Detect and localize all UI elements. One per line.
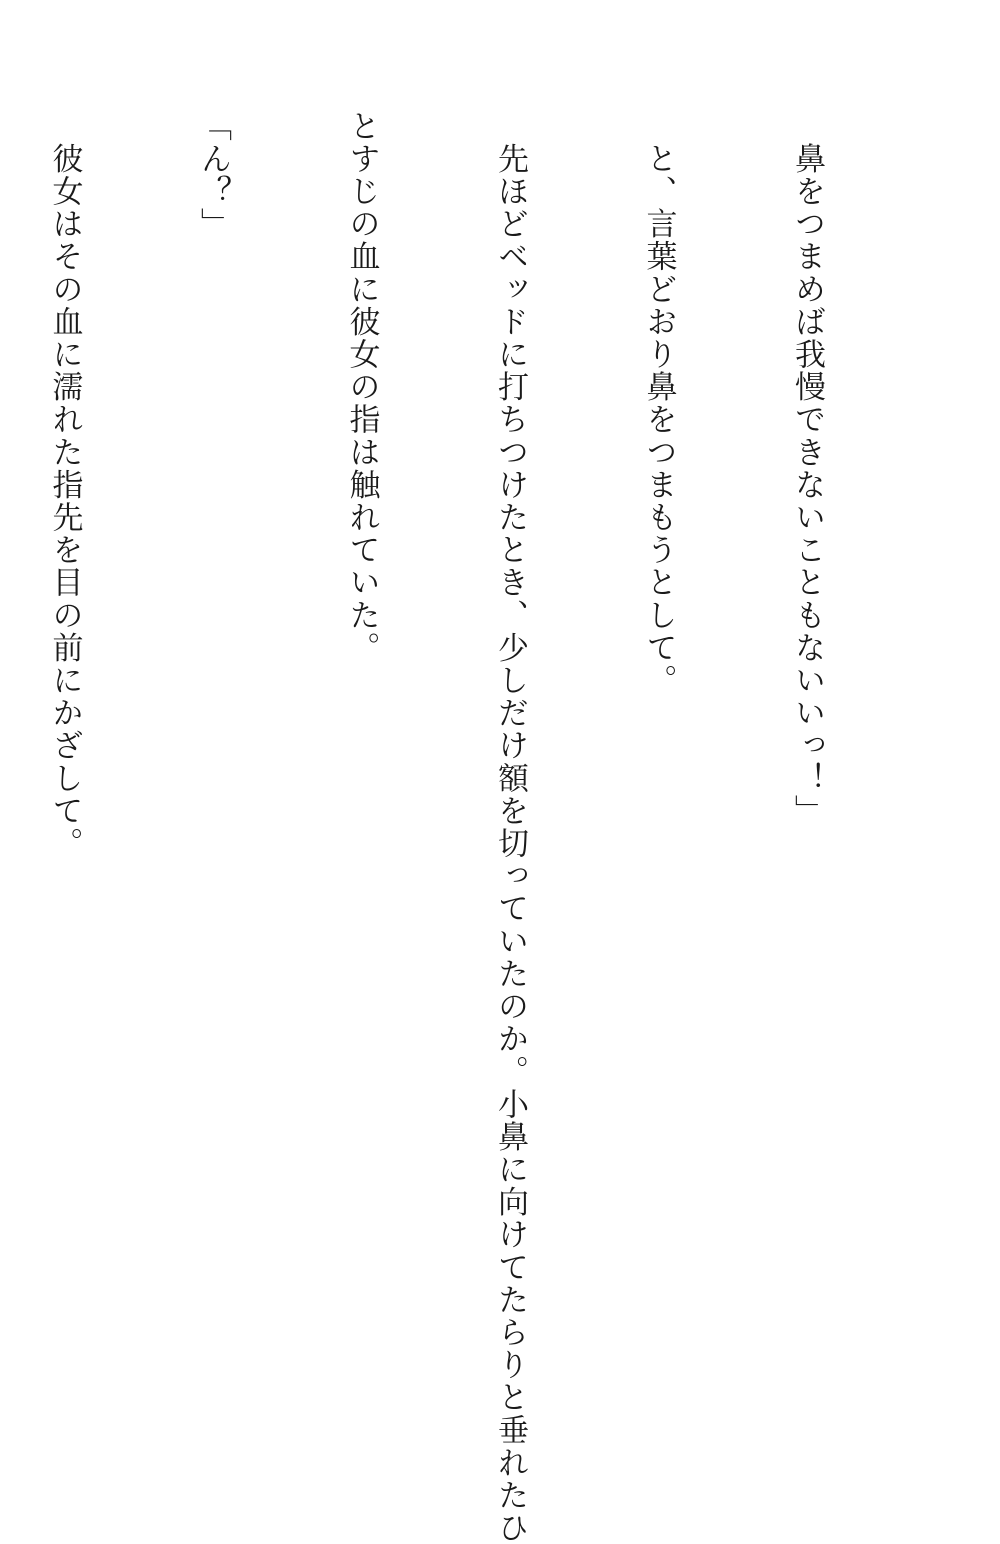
text-line: 鼻をつまめば我慢できないこともないいっ！」 bbox=[789, 110, 825, 828]
text-line: 先ほどベッドに打ちつけたとき、少しだけ額を切っていたのか。小鼻に向けてたらりと垂れたひ bbox=[492, 110, 528, 1544]
text-line: とすじの血に彼女の指は触れていた。 bbox=[343, 110, 380, 665]
text-line: 「ん？」 bbox=[195, 110, 231, 241]
text-line: 彼女はその血に濡れた指先を目の前にかざして。 bbox=[46, 110, 83, 860]
vertical-text-body bbox=[0, 110, 930, 1544]
text-line: と、言葉どおり鼻をつまもうとして。 bbox=[640, 110, 677, 697]
